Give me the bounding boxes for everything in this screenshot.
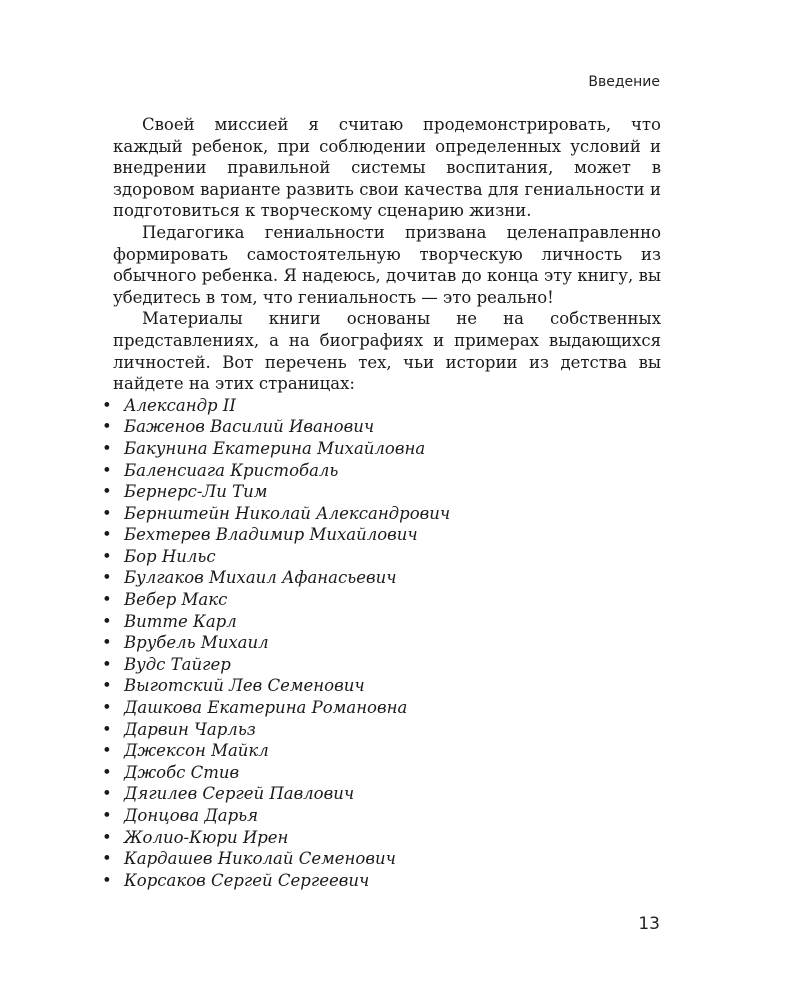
list-item <box>102 719 661 741</box>
running-head: Введение <box>588 74 660 90</box>
list-item <box>102 805 661 827</box>
list-item <box>102 416 661 438</box>
paragraph-pedagogy: Педагогика гениальности призвана целенаправленно формировать самостоятельную творческую личность из обычного ребенка. Я надеюсь, дочитав до конца эту книгу, вы убедитесь в том, что гениальность — это реально! <box>113 222 661 307</box>
list-item-text: Бернерс-Ли Тим <box>124 482 268 502</box>
list-item-text: Вебер Макс <box>124 590 228 610</box>
list-item-text: Баленсиага Кристобаль <box>124 460 339 480</box>
list-item-text: Джобс Стив <box>124 762 240 782</box>
list-item-text: Кардашев Николай Семенович <box>124 849 396 869</box>
list-item-text: Витте Карл <box>124 611 237 631</box>
paragraph-mission: Своей миссией я считаю продемонстрировать, что каждый ребенок, при соблюдении определенных условий и внедрении правильной системы воспитания, может в здоровом варианте развить свои качества для гениальности и подготовиться к творческому сценарию жизни. <box>113 115 661 221</box>
bullet-icon: • <box>102 784 112 804</box>
list-item <box>102 567 661 589</box>
list-item-text: Баженов Василий Иванович <box>124 417 375 437</box>
bullet-icon: • <box>102 870 112 890</box>
list-item <box>102 481 661 503</box>
list-item <box>102 654 661 676</box>
bullet-icon: • <box>102 590 112 610</box>
bullet-icon: • <box>102 503 112 523</box>
bullet-icon: • <box>102 482 112 502</box>
bullet-icon: • <box>102 568 112 588</box>
list-item <box>102 589 661 611</box>
bullet-icon: • <box>102 849 112 869</box>
list-item-text: Вудс Тайгер <box>124 654 231 674</box>
list-item-text: Жолио-Кюри Ирен <box>124 827 289 847</box>
list-item-text: Бехтерев Владимир Михайлович <box>124 525 418 545</box>
bullet-icon: • <box>102 633 112 653</box>
list-item <box>102 395 661 417</box>
bullet-icon: • <box>102 741 112 761</box>
list-item-text: Булгаков Михаил Афанасьевич <box>124 568 397 588</box>
list-item-text: Корсаков Сергей Сергеевич <box>124 870 370 890</box>
list-item <box>102 870 661 892</box>
bullet-icon: • <box>102 719 112 739</box>
bullet-icon: • <box>102 827 112 847</box>
bullet-icon: • <box>102 676 112 696</box>
list-item-text: Дашкова Екатерина Романовна <box>124 698 408 718</box>
bullet-icon: • <box>102 611 112 631</box>
page-number: 13 <box>638 914 660 934</box>
list-item-text: Бор Нильс <box>124 546 216 566</box>
bullet-icon: • <box>102 417 112 437</box>
list-item-text: Врубель Михаил <box>124 633 269 653</box>
bullet-icon: • <box>102 654 112 674</box>
list-item-text: Донцова Дарья <box>124 806 259 825</box>
list-item <box>102 762 661 784</box>
list-item-text: Александр II <box>124 395 236 415</box>
list-item <box>102 632 661 654</box>
list-item <box>102 524 661 546</box>
bullet-icon: • <box>102 698 112 718</box>
list-item <box>102 438 661 460</box>
bullet-icon: • <box>102 762 112 782</box>
list-item <box>102 460 661 482</box>
list-item-text: Выготский Лев Семенович <box>124 676 365 696</box>
list-item <box>102 827 661 849</box>
body-text <box>102 114 661 891</box>
list-item-text: Дягилев Сергей Павлович <box>124 784 355 804</box>
list-item <box>102 848 661 870</box>
list-item <box>102 783 661 805</box>
list-item-text: Дарвин Чарльз <box>124 719 256 739</box>
list-item <box>102 740 661 762</box>
list-item <box>102 546 661 568</box>
list-item-text: Джексон Майкл <box>124 741 269 761</box>
list-item <box>102 697 661 719</box>
bullet-icon: • <box>102 395 112 415</box>
list-item <box>102 611 661 633</box>
names-list <box>102 395 661 892</box>
bullet-icon: • <box>102 546 112 566</box>
list-item <box>102 503 661 525</box>
bullet-icon: • <box>102 438 112 458</box>
bullet-icon: • <box>102 806 112 825</box>
bullet-icon: • <box>102 460 112 480</box>
bullet-icon: • <box>102 525 112 545</box>
list-item-text: Бернштейн Николай Александрович <box>124 503 451 523</box>
list-item-text: Бакунина Екатерина Михайловна <box>124 438 426 458</box>
list-item <box>102 675 661 697</box>
paragraph-materials: Материалы книги основаны не на собственных представлениях, а на биографиях и примерах выдающихся личностей. Вот перечень тех, чьи истории из детства вы найдете на этих страницах: <box>113 309 661 394</box>
